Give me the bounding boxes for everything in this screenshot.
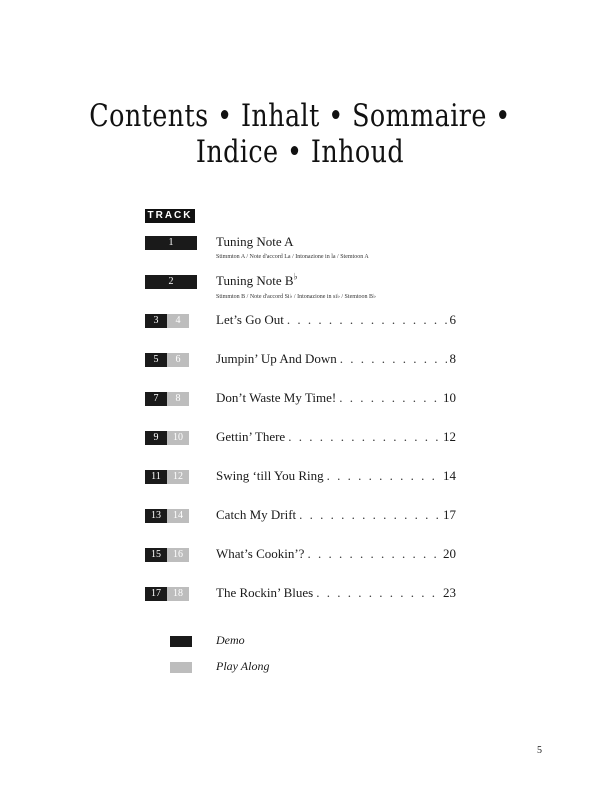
entry-title: Don’t Waste My Time! [216, 390, 337, 405]
entry-title: Tuning Note B [216, 273, 294, 288]
entry-page-number: 10 [443, 390, 456, 405]
dot-leader [288, 429, 440, 445]
legend-play-along-label: Play Along [216, 659, 270, 673]
play-along-track-badge: 8 [167, 392, 189, 406]
demo-track-badge: 11 [145, 470, 167, 484]
entry-title: Gettin’ There [216, 429, 286, 444]
play-along-track-badge: 12 [167, 470, 189, 484]
dot-leader [327, 468, 440, 484]
dot-leader [287, 312, 447, 328]
demo-track-badge: 3 [145, 314, 167, 328]
track-column-header: TRACK [145, 209, 195, 223]
track-number-badge: 2 [145, 275, 197, 289]
demo-track-badge: 5 [145, 353, 167, 367]
entry-title: Swing ‘till You Ring [216, 468, 324, 483]
entry-title: Tuning Note A [216, 234, 294, 249]
play-along-track-badge: 16 [167, 548, 189, 562]
dot-leader [299, 507, 440, 523]
demo-track-badge: 7 [145, 392, 167, 406]
demo-track-badge: 15 [145, 548, 167, 562]
dot-leader [340, 351, 447, 367]
entry-page-number: 12 [443, 429, 456, 444]
dot-leader [339, 390, 440, 406]
entry-page-number: 6 [449, 312, 456, 327]
demo-track-badge: 13 [145, 509, 167, 523]
demo-track-badge: 17 [145, 587, 167, 601]
entry-title: Let’s Go Out [216, 312, 284, 327]
play-along-track-badge: 6 [167, 353, 189, 367]
page-title: Contents • Inhalt • Sommaire • Indice • Inhoud [89, 98, 511, 170]
dot-leader [307, 546, 440, 562]
entry-page-number: 20 [443, 546, 456, 561]
entry-page-number: 17 [443, 507, 456, 522]
legend-play-along-swatch [170, 662, 192, 673]
entry-page-number: 14 [443, 468, 456, 483]
entry-title: Catch My Drift [216, 507, 297, 522]
play-along-track-badge: 10 [167, 431, 189, 445]
entry-title: The Rockin’ Blues [216, 585, 314, 600]
play-along-track-badge: 14 [167, 509, 189, 523]
flat-symbol: ♭ [293, 271, 298, 282]
entry-title: What’s Cookin’? [216, 546, 305, 561]
entry-page-number: 23 [443, 585, 456, 600]
entry-subtitle: Stimmton B / Note d'accord Si♭ / Intonazione in si♭ / Stemtoon B♭ [216, 294, 376, 300]
play-along-track-badge: 4 [167, 314, 189, 328]
demo-track-badge: 9 [145, 431, 167, 445]
page-number: 5 [537, 745, 542, 756]
legend-demo-label: Demo [216, 633, 245, 647]
dot-leader [316, 585, 440, 601]
play-along-track-badge: 18 [167, 587, 189, 601]
entry-title: Jumpin’ Up And Down [216, 351, 337, 366]
entry-subtitle: Stimmton A / Note d'accord La / Intonazione in la / Stemtoon A [216, 254, 369, 260]
track-number-badge: 1 [145, 236, 197, 250]
entry-page-number: 8 [449, 351, 456, 366]
legend-demo-swatch [170, 636, 192, 647]
